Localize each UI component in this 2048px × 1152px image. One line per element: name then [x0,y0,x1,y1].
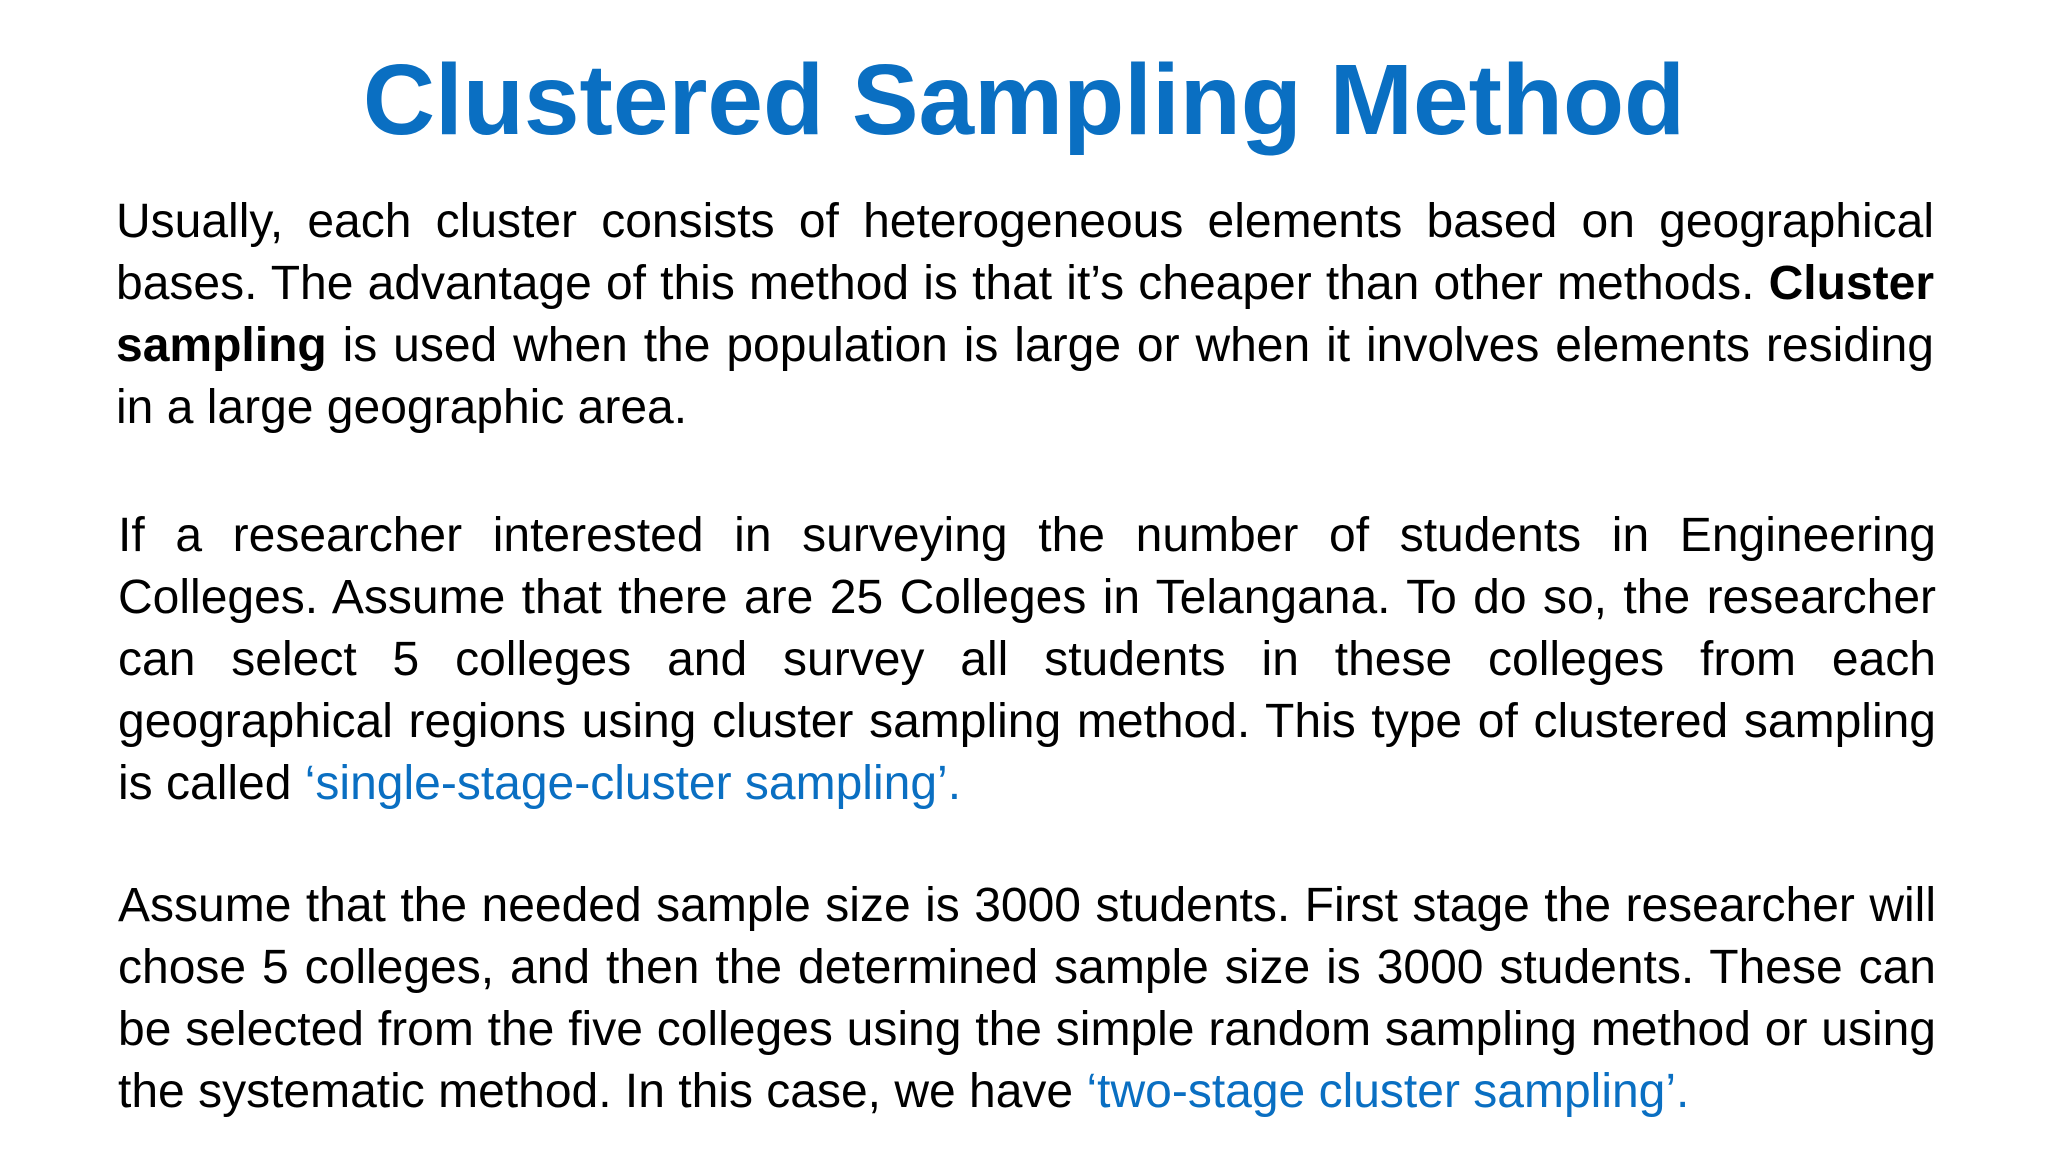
paragraph1-text-start: Usually, each cluster consists of heterogeneous elements based on geographical bases. The advantage of this method is that it’s cheaper than other methods. [116,195,1934,310]
paragraph-single-stage-example [118,505,1936,815]
paragraph2-highlight-term: ‘single-stage-cluster sampling’. [304,757,962,810]
paragraph-two-stage-example [118,875,1936,1123]
slide-title: Clustered Sampling Method [362,44,1686,156]
paragraph1-text-end: is used when the population is large or when it involves elements residing in a large geographic area. [116,319,1934,434]
paragraph1-bold-term: Cluster sampling [116,257,1934,372]
paragraph2-text: If a researcher interested in surveying the number of students in Engineering Colleges. Assume that there are 25 Colleges in Telangana. To do so, the researcher can select 5 colleges and survey all students in these colleges from each geographical regions using cluster sampling method. This type of clustered sampling is called [118,509,1936,810]
paragraph-cluster-definition [116,191,1934,439]
paragraph3-highlight-term: ‘two-stage cluster sampling’. [1086,1065,1690,1118]
paragraph3-text: Assume that the needed sample size is 3000 students. First stage the researcher will chose 5 colleges, and then the determined sample size is 3000 students. These can be selected from the five colleges using the simple random sampling method or using the systematic method. In this case, we have [118,879,1936,1118]
